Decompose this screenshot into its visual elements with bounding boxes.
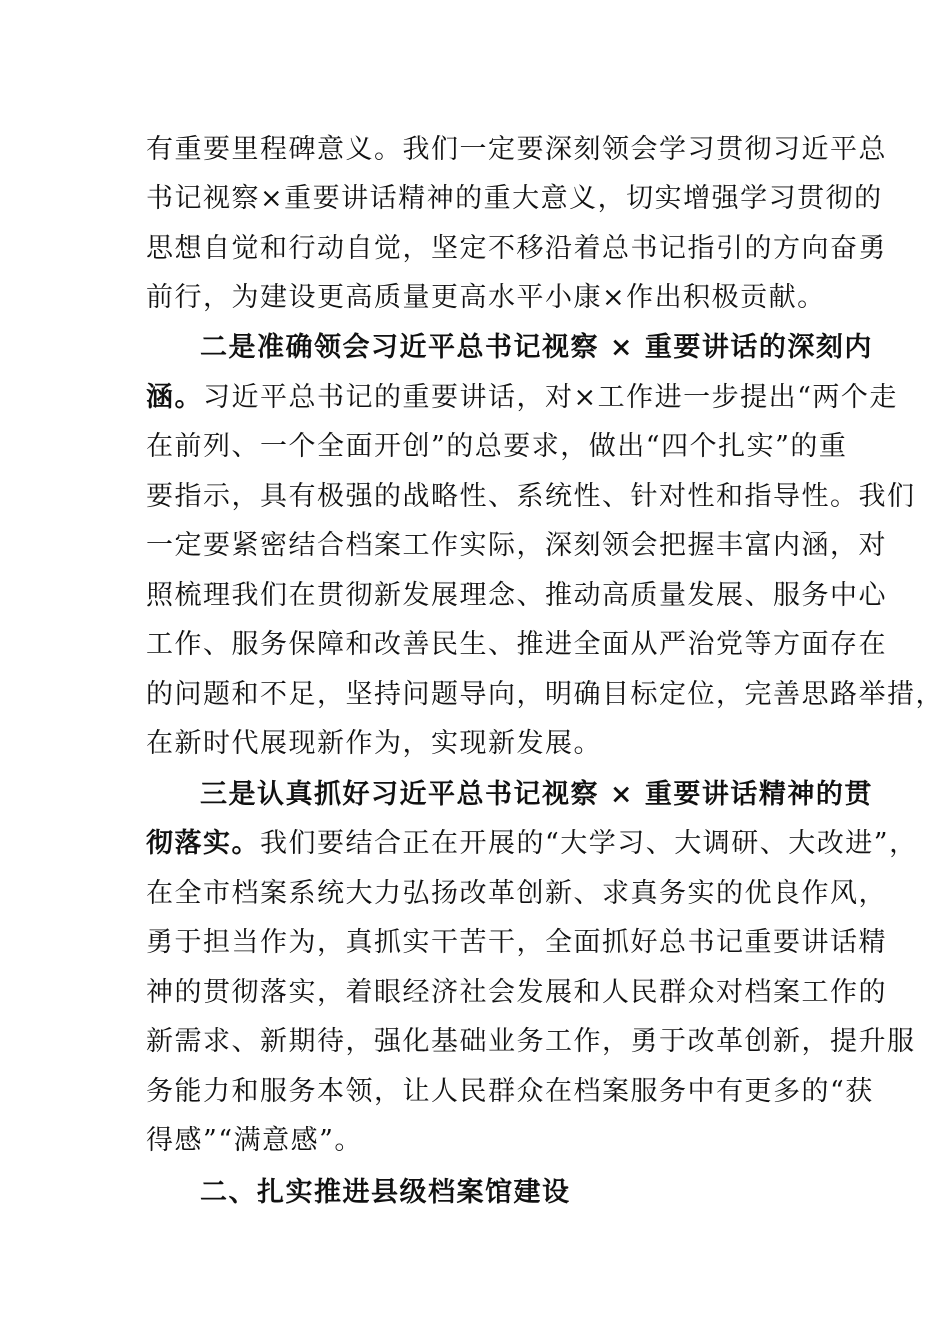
body-text-segment: 习近平总书记的重要讲话，对×工作进一步提出“两个走 bbox=[203, 382, 898, 413]
body-text-line: 在新时代展现新作为，实现新发展。 bbox=[146, 728, 602, 759]
point-heading-3: 三是认真抓好习近平总书记视察 × 重要讲话精神的贯 bbox=[200, 779, 873, 810]
body-text-line: 勇于担当作为，真抓实干苦干，全面抓好总书记重要讲话精 bbox=[146, 927, 887, 958]
body-text-line: 一定要紧密结合档案工作实际，深刻领会把握丰富内涵，对 bbox=[146, 530, 887, 561]
body-text-line: 书记视察×重要讲话精神的重大意义，切实增强学习贯彻的 bbox=[146, 183, 883, 214]
body-text-line: 在全市档案系统大力弘扬改革创新、求真务实的优良作风， bbox=[146, 878, 887, 909]
body-text-line: 新需求、新期待，强化基础业务工作，勇于改革创新，提升服 bbox=[146, 1026, 916, 1057]
body-text-line: 有重要里程碑意义。我们一定要深刻领会学习贯彻习近平总 bbox=[146, 134, 887, 165]
body-text-segment: 我们要结合正在开展的“大学习、大调研、大改进”， bbox=[260, 828, 918, 859]
body-text-line: 神的贯彻落实，着眼经济社会发展和人民群众对档案工作的 bbox=[146, 977, 887, 1008]
body-text-line: 照梳理我们在贯彻新发展理念、推动高质量发展、服务中心 bbox=[146, 580, 887, 611]
section-heading: 二、扎实推进县级档案馆建设 bbox=[200, 1177, 571, 1208]
body-text-line: 思想自觉和行动自觉，坚定不移沿着总书记指引的方向奋勇 bbox=[146, 233, 887, 264]
body-text-line: 要指示，具有极强的战略性、系统性、针对性和指导性。我们 bbox=[146, 481, 916, 512]
body-text-line: 前行，为建设更高质量更高水平小康×作出积极贡献。 bbox=[146, 282, 826, 313]
body-text-line: 工作、服务保障和改善民生、推进全面从严治党等方面存在 bbox=[146, 629, 887, 660]
body-text-line: 在前列、一个全面开创”的总要求，做出“四个扎实”的重 bbox=[146, 431, 848, 462]
point-heading-2: 二是准确领会习近平总书记视察 × 重要讲话的深刻内 bbox=[200, 332, 873, 363]
point-heading-2-end: 涵。 bbox=[146, 382, 203, 413]
body-text-line bbox=[146, 819, 918, 869]
body-text-line: 务能力和服务本领，让人民群众在档案服务中有更多的“获 bbox=[146, 1076, 874, 1107]
body-text-line bbox=[146, 373, 898, 423]
point-heading-3-end: 彻落实。 bbox=[146, 828, 260, 859]
body-text-line: 得感”“满意感”。 bbox=[146, 1125, 363, 1156]
body-text-line: 的问题和不足，坚持问题导向，明确目标定位，完善思路举措， bbox=[146, 679, 944, 710]
